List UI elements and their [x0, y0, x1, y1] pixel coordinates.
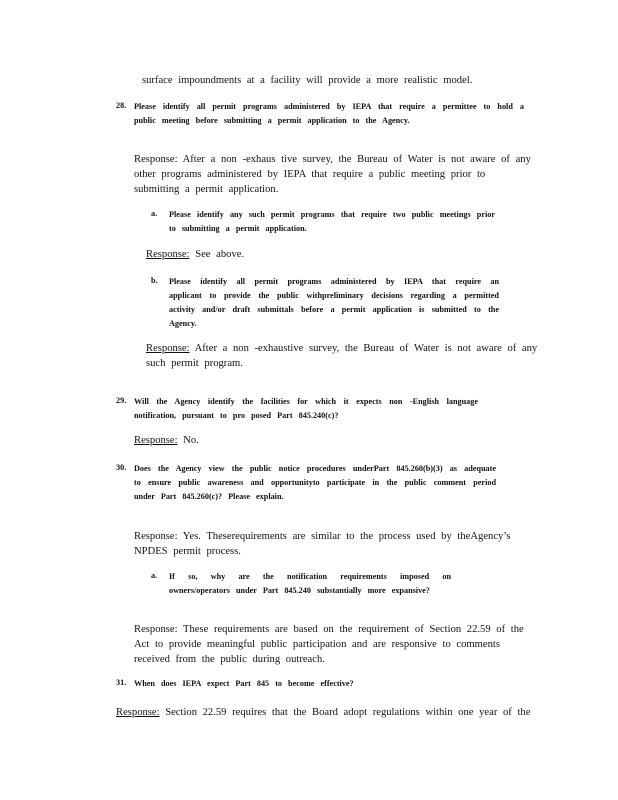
question-28a-response	[146, 247, 536, 262]
question-30-text: Does the Agency view the public notice procedures underPart 845.260(b)(3) as adequate to ensure public awareness and opportunityto participate in the public comment period under Part 845.260(c)? Please explain.	[134, 464, 496, 501]
response-text: No.	[177, 435, 199, 446]
question-29-text: Will the Agency identify the facilities for which it expects non -English language notification, pursuant to pro posed Part 845.240(c)?	[134, 397, 478, 420]
question-28a-label: a.	[151, 209, 158, 218]
question-28b-label: b.	[151, 276, 158, 285]
question-28-response: Response: After a non -exhaus tive survey, the Bureau of Water is not aware of any other programs administered by IEPA that require a public meeting prior to submitting a permit application.	[134, 154, 531, 195]
question-29-number: 29.	[116, 396, 127, 405]
question-31-text: When does IEPA expect Part 845 to become effective?	[134, 679, 354, 688]
response-text: See above.	[189, 249, 245, 260]
question-28-text: Please identify all permit programs administered by IEPA that require a permittee to hold a public meeting before submitting a permit application to the Agency.	[134, 102, 524, 125]
question-30a-text: If so, why are the notification requirements imposed on owners/operators under Part 845.240 substantially more expansive?	[169, 572, 451, 595]
response-text: After a non -exhaustive survey, the Bureau of Water is not aware of any such permit program.	[146, 343, 538, 369]
response-label: Response:	[134, 435, 178, 446]
question-30a-response: Response: These requirements are based on the requirement of Section 22.59 of the Act to provide meaningful public participation and are responsive to comments received from the public during outreach.	[134, 624, 524, 665]
question-28b-text: Please identify all permit programs administered by IEPA that require an applicant to provide the public withpreliminary decisions regarding a permitted activity and/or draft submittals before a permit application is submitted to the Agency.	[169, 277, 499, 328]
response-label: Response:	[146, 343, 190, 354]
response-text: Section 22.59 requires that the Board adopt regulations within one year of the	[159, 707, 531, 718]
response-label: Response:	[116, 707, 160, 718]
intro-line: surface impoundments at a facility will provide a more realistic model.	[142, 75, 473, 86]
question-28a-text: Please identify any such permit programs that require two public meetings prior to submitting a permit application.	[169, 210, 495, 233]
response-label: Response:	[146, 249, 190, 260]
question-28-number: 28.	[116, 101, 127, 110]
question-30a-label: a.	[151, 571, 158, 580]
question-31-response	[116, 705, 546, 720]
question-31-number: 31.	[116, 678, 127, 687]
question-30-response: Response: Yes. Theserequirements are similar to the process used by theAgency’s NPDES permit process.	[134, 531, 511, 557]
question-30-number: 30.	[116, 463, 127, 472]
question-29-response	[134, 433, 434, 448]
question-28b-response	[146, 341, 542, 371]
